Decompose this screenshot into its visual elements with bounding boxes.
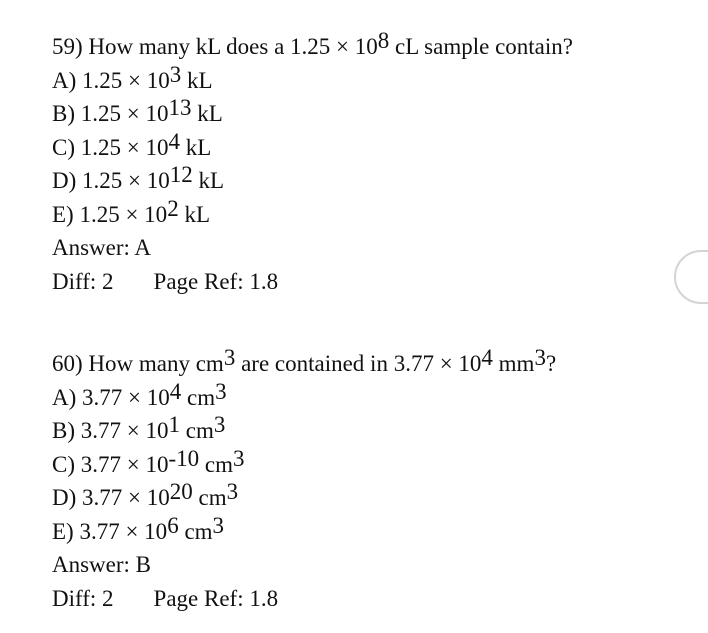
option-exponent: 2 (167, 195, 179, 221)
option-exponent: 4 (168, 128, 180, 154)
option-unit: kL (191, 101, 223, 126)
option-a (52, 378, 692, 415)
prompt-text: ? (545, 351, 557, 376)
option-exponent: 13 (168, 95, 192, 120)
difficulty: Diff: 2 (52, 268, 114, 294)
option-exponent: 6 (167, 512, 179, 538)
option-b (52, 97, 692, 131)
prompt-text: cL sample contain? (389, 34, 573, 59)
option-unit: cm (179, 418, 214, 443)
option-exponent: 3 (169, 61, 182, 87)
option-unit: cm (192, 485, 227, 510)
option-e (52, 512, 692, 549)
option-exponent: 12 (169, 162, 193, 187)
answer-line: Answer: B (52, 552, 152, 577)
option-unit-exponent: 3 (213, 412, 226, 437)
prompt-exponent: 4 (481, 345, 493, 370)
option-unit: kL (192, 168, 225, 193)
option-a (52, 61, 692, 98)
option-unit: cm (178, 518, 213, 544)
option-b (52, 414, 692, 448)
option-unit-exponent: 3 (212, 512, 225, 538)
option-unit: kL (179, 134, 212, 160)
option-c (52, 445, 692, 482)
meta-line (52, 265, 692, 299)
option-text: A) 1.25 × 10 (52, 67, 170, 93)
prompt-text: 60) How many cm (52, 351, 224, 376)
meta-line (52, 582, 692, 616)
option-unit: kL (181, 67, 213, 93)
option-d (52, 164, 692, 198)
option-text: C) 3.77 × 10 (52, 451, 169, 477)
option-text: A) 3.77 × 10 (52, 384, 170, 410)
option-e (52, 195, 692, 232)
question-prompt (52, 347, 692, 381)
option-exponent: 1 (168, 412, 180, 437)
option-text: E) 1.25 × 10 (52, 201, 168, 227)
option-text: B) 1.25 × 10 (52, 101, 169, 126)
option-unit: cm (181, 384, 216, 410)
option-text: B) 3.77 × 10 (52, 418, 169, 443)
option-exponent: -10 (168, 445, 200, 471)
prompt-text: are contained in 3.77 × 10 (235, 351, 482, 376)
option-exponent: 4 (169, 378, 182, 404)
worksheet (52, 30, 692, 615)
option-unit-exponent: 3 (226, 479, 239, 504)
prompt-text: 59) How many kL does a 1.25 × 10 (52, 34, 378, 59)
difficulty: Diff: 2 (52, 585, 114, 611)
prompt-exponent: 3 (534, 345, 546, 370)
option-unit: cm (199, 451, 234, 477)
answer-line: Answer: A (52, 235, 152, 260)
option-text: E) 3.77 × 10 (52, 518, 168, 544)
prompt-text: mm (492, 351, 535, 376)
question-60 (52, 347, 692, 615)
prompt-exponent: 3 (223, 345, 236, 370)
option-c (52, 128, 692, 165)
option-unit: kL (178, 201, 210, 227)
page-ref: Page Ref: 1.8 (153, 268, 279, 294)
question-59 (52, 30, 692, 298)
option-text: D) 3.77 × 10 (52, 485, 170, 510)
option-text: C) 1.25 × 10 (52, 134, 169, 160)
question-prompt (52, 30, 692, 64)
option-exponent: 20 (169, 479, 193, 504)
option-text: D) 1.25 × 10 (52, 168, 170, 193)
option-unit-exponent: 3 (233, 445, 245, 471)
page-ref: Page Ref: 1.8 (153, 585, 279, 611)
option-unit-exponent: 3 (215, 378, 227, 404)
option-d (52, 481, 692, 515)
question-spacer (52, 298, 692, 347)
prompt-exponent: 8 (377, 28, 390, 53)
